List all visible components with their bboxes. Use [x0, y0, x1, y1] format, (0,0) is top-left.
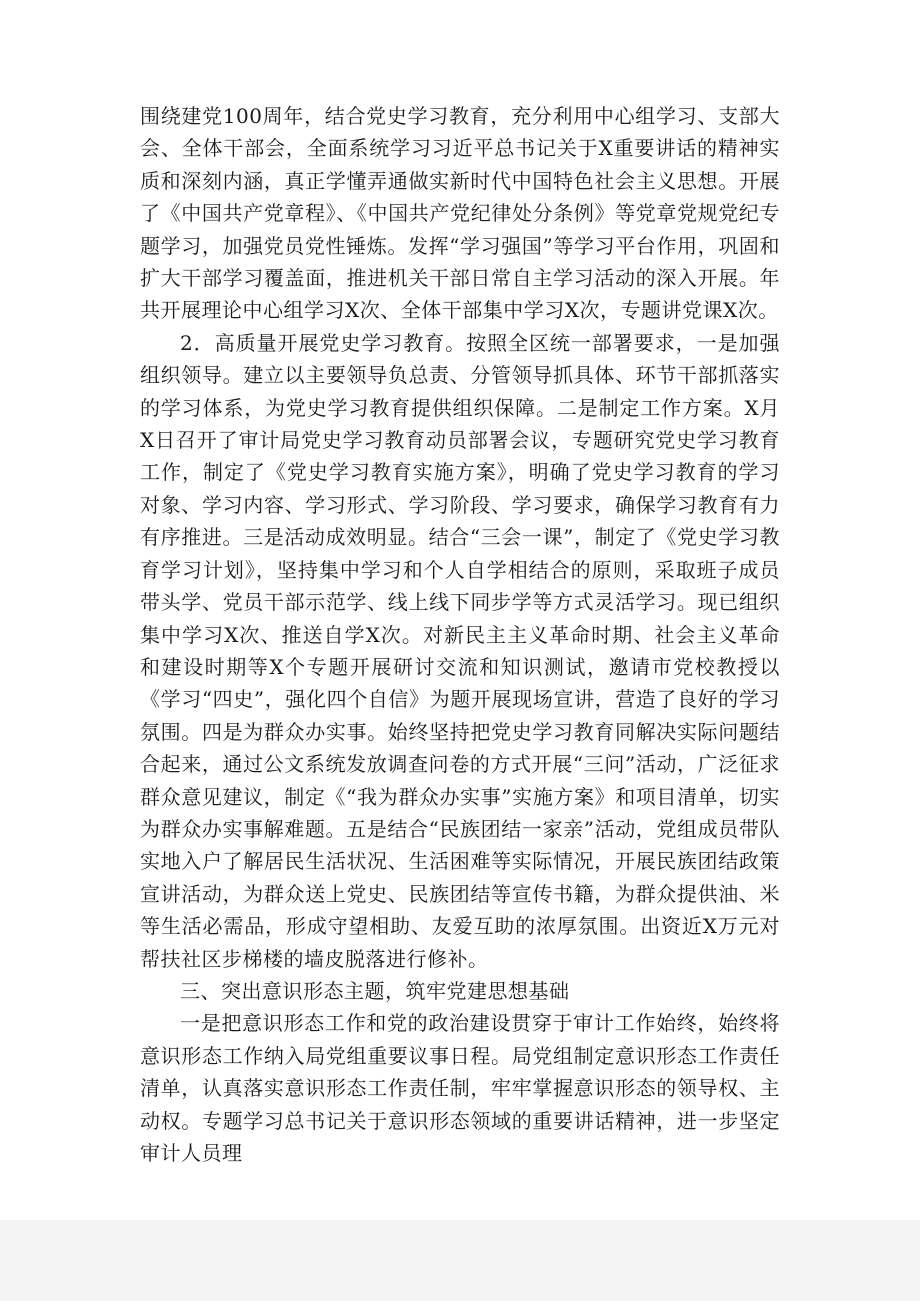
paragraph-party-history-education: 2．高质量开展党史学习教育。按照全区统一部署要求，一是加强组织领导。建立以主要领导负总责、分管领导抓具体、环节干部抓落实的学习体系，为党史学习教育提供组织保障。二是制定工作方案。X月X日召开了审计局党史学习教育动员部署会议，专题研究党史学习教育工作，制定了《党史学习教育实施方案》，明确了党史学习教育的学习对象、学习内容、学习形式、学习阶段、学习要求，确保学习教育有力有序推进。三是活动成效明显。结合“三会一课”，制定了《党史学习教育学习计划》，坚持集中学习和个人自学相结合的原则，采取班子成员带头学、党员干部示范学、线上线下同步学等方式灵活学习。现已组织集中学习X次、推送自学X次。对新民主主义革命时期、社会主义革命和建设时期等X个专题开展研讨交流和知识测试，邀请市党校教授以《学习“四史”，强化四个自信》为题开展现场宣讲，营造了良好的学习氛围。四是为群众办实事。始终坚持把党史学习教育同解决实际问题结合起来，通过公文系统发放调查问卷的方式开展“三问”活动，广泛征求群众意见建议，制定《“我为群众办实事”实施方案》和项目清单，切实为群众办实事解难题。五是结合“民族团结一家亲”活动，党组成员带队实地入户了解居民生活状况、生活困难等实际情况，开展民族团结政策宣讲活动，为群众送上党史、民族团结等宣传书籍，为群众提供油、米等生活必需品，形成守望相助、友爱互助的浓厚氛围。出资近X万元对帮扶社区步梯楼的墙皮脱落进行修补。 [140, 330, 780, 971]
document-body [140, 100, 780, 1169]
section-heading-ideology: 三、突出意识形态主题，筑牢党建思想基础 [180, 978, 570, 1003]
paragraph-theory-study: 围绕建党100周年，结合党史学习教育，充分利用中心组学习、支部大会、全体干部会，全面系统学习习近平总书记关于X重要讲话的精神实质和深刻内涵，真正学懂弄通做实新时代中国特色社会主义思想。开展了《中国共产党章程》、《中国共产党纪律处分条例》等党章党规党纪专题学习，加强党员党性锤炼。发挥“学习强国”等学习平台作用，巩固和扩大干部学习覆盖面，推进机关干部日常自主学习活动的深入开展。年共开展理论中心组学习X次、全体干部集中学习X次，专题讲党课X次。 [140, 104, 780, 323]
paragraph-ideology-work: 一是把意识形态工作和党的政治建设贯穿于审计工作始终，始终将意识形态工作纳入局党组重要议事日程。局党组制定意识形态工作责任清单，认真落实意识形态工作责任制，牢牢掌握意识形态的领导权、主动权。专题学习总书记关于意识形态领域的重要讲话精神，进一步坚定审计人员理 [140, 1011, 780, 1165]
page-bottom-margin [0, 1220, 920, 1301]
